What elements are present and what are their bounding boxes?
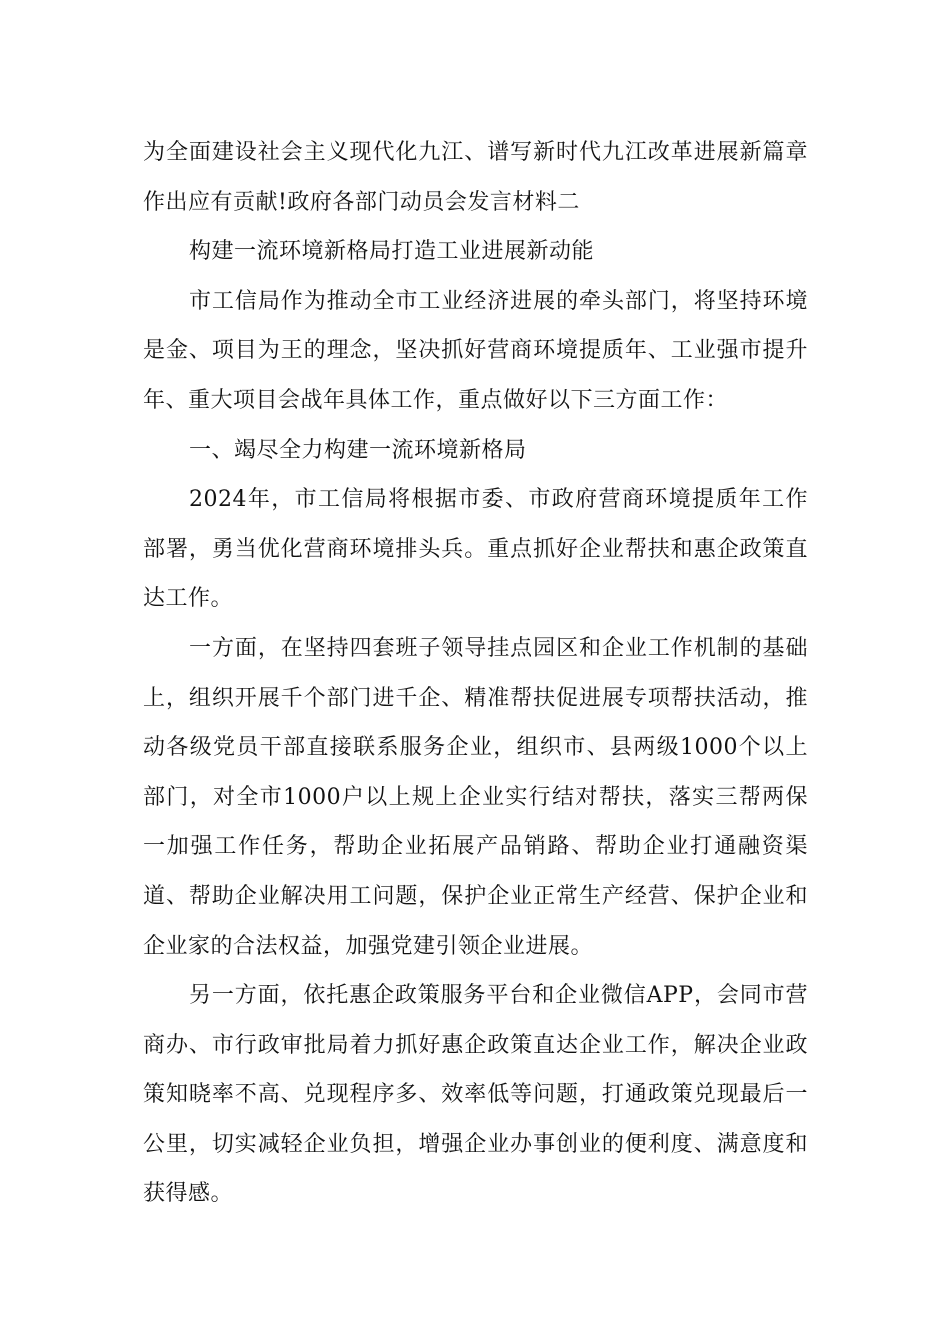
paragraph-7: 另一方面，依托惠企政策服务平台和企业微信APP，会同市营商办、市行政审批局着力抓好惠企政策直达企业工作，解决企业政策知晓率不高、兑现程序多、效率低等问题，打通政策兑现最后一公里，切实减轻企业负担，增强企业办事创业的便利度、满意度和获得感。 bbox=[143, 983, 808, 1207]
paragraph-2-heading: 构建一流环境新格局打造工业进展新动能 bbox=[189, 239, 595, 265]
paragraph-6: 一方面，在坚持四套班子领导挂点园区和企业工作机制的基础上，组织开展千个部门进千企、精准帮扶促进展专项帮扶活动，推动各级党员干部直接联系服务企业，组织市、县两级1000个以上部门，对全市1000户以上规上企业实行结对帮扶，落实三帮两保一加强工作任务，帮助企业拓展产品销路、帮助企业打通融资渠道、帮助企业解决用工问题，保护企业正常生产经营、保护企业和企业家的合法权益，加强党建引领企业进展。 bbox=[143, 635, 808, 959]
document-page bbox=[143, 128, 808, 1219]
section-heading-1: 一、竭尽全力构建一流环境新格局 bbox=[189, 437, 527, 463]
paragraph-1: 为全面建设社会主义现代化九江、谱写新时代九江改革进展新篇章作出应有贡献!政府各部门动员会发言材料二 bbox=[143, 140, 808, 215]
paragraph-5: 2024年，市工信局将根据市委、市政府营商环境提质年工作部署，勇当优化营商环境排头兵。重点抓好企业帮扶和惠企政策直达工作。 bbox=[143, 487, 808, 612]
paragraph-3: 市工信局作为推动全市工业经济进展的牵头部门，将坚持环境是金、项目为王的理念，坚决抓好营商环境提质年、工业强市提升年、重大项目会战年具体工作，重点做好以下三方面工作： bbox=[143, 288, 808, 413]
